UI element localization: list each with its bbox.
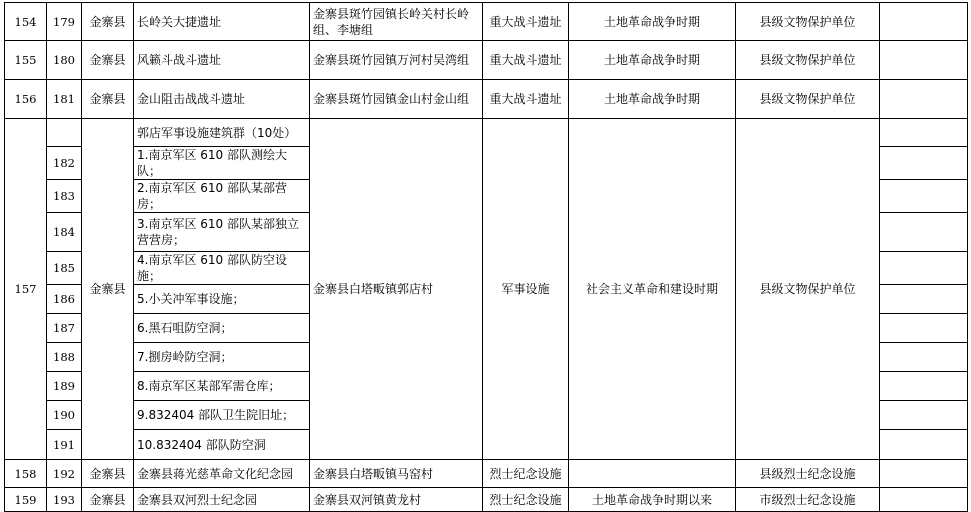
number-cell: 189: [47, 372, 82, 401]
empty-cell: [880, 285, 968, 314]
era-cell: 土地革命战争时期: [569, 80, 736, 119]
number-cell: 182: [47, 147, 82, 180]
seq-cell: 154: [5, 3, 47, 41]
site-name-cell: 10.832404 部队防空洞: [134, 430, 310, 460]
protection-level-cell: 市级烈士纪念设施: [736, 488, 880, 512]
site-name-cell: 1.南京军区 610 部队测绘大队；: [134, 147, 310, 180]
empty-cell: [880, 430, 968, 460]
site-name-cell: 金寨县双河烈士纪念园: [134, 488, 310, 512]
site-name-cell: 风籁斗战斗遗址: [134, 41, 310, 80]
location-cell: 金寨县斑竹园镇万河村吴湾组: [310, 41, 483, 80]
empty-cell: [880, 460, 968, 488]
empty-cell: [880, 80, 968, 119]
category-cell: 军事设施: [483, 119, 569, 460]
site-name-cell: 9.832404 部队卫生院旧址；: [134, 401, 310, 430]
site-name-cell: 2.南京军区 610 部队某部营房；: [134, 180, 310, 213]
county-cell: 金寨县: [82, 488, 134, 512]
number-cell: 186: [47, 285, 82, 314]
site-group-title-cell: 郭店军事设施建筑群（10处）: [134, 119, 310, 147]
empty-cell: [880, 314, 968, 343]
seq-cell: 158: [5, 460, 47, 488]
table-row: [5, 3, 968, 41]
county-cell: 金寨县: [82, 119, 134, 460]
site-name-cell: 7.捌房岭防空洞；: [134, 343, 310, 372]
number-cell: [47, 119, 82, 147]
category-cell: 烈士纪念设施: [483, 488, 569, 512]
county-cell: 金寨县: [82, 460, 134, 488]
seq-cell: 159: [5, 488, 47, 512]
protection-level-cell: 县级文物保护单位: [736, 119, 880, 460]
number-cell: 185: [47, 252, 82, 285]
empty-cell: [880, 401, 968, 430]
era-cell: 土地革命战争时期: [569, 41, 736, 80]
table-row: [5, 460, 968, 488]
empty-cell: [880, 252, 968, 285]
site-name-cell: 5.小关冲军事设施；: [134, 285, 310, 314]
table-row: [5, 80, 968, 119]
empty-cell: [880, 372, 968, 401]
table-row: [5, 119, 968, 147]
protection-level-cell: 县级文物保护单位: [736, 3, 880, 41]
number-cell: 190: [47, 401, 82, 430]
site-name-cell: 4.南京军区 610 部队防空设施；: [134, 252, 310, 285]
seq-cell: 157: [5, 119, 47, 460]
category-cell: 重大战斗遗址: [483, 41, 569, 80]
location-cell: 金寨县斑竹园镇长岭关村长岭组、李塘组: [310, 3, 483, 41]
empty-cell: [880, 488, 968, 512]
protection-level-cell: 县级烈士纪念设施: [736, 460, 880, 488]
table-row: [5, 41, 968, 80]
empty-cell: [880, 180, 968, 213]
county-cell: 金寨县: [82, 3, 134, 41]
location-cell: 金寨县斑竹园镇金山村金山组: [310, 80, 483, 119]
empty-cell: [880, 41, 968, 80]
location-cell: 金寨县白塔畈镇郭店村: [310, 119, 483, 460]
number-cell: 181: [47, 80, 82, 119]
location-cell: 金寨县双河镇黄龙村: [310, 488, 483, 512]
location-cell: 金寨县白塔畈镇马窑村: [310, 460, 483, 488]
empty-cell: [880, 343, 968, 372]
protection-level-cell: 县级文物保护单位: [736, 41, 880, 80]
era-cell: [569, 460, 736, 488]
table-row: [5, 488, 968, 512]
number-cell: 180: [47, 41, 82, 80]
county-cell: 金寨县: [82, 41, 134, 80]
empty-cell: [880, 213, 968, 252]
era-cell: 土地革命战争时期: [569, 3, 736, 41]
number-cell: 183: [47, 180, 82, 213]
number-cell: 193: [47, 488, 82, 512]
heritage-table: [4, 2, 968, 512]
site-name-cell: 6.黑石咀防空洞；: [134, 314, 310, 343]
site-name-cell: 长岭关大捷遗址: [134, 3, 310, 41]
number-cell: 188: [47, 343, 82, 372]
seq-cell: 156: [5, 80, 47, 119]
category-cell: 烈士纪念设施: [483, 460, 569, 488]
number-cell: 191: [47, 430, 82, 460]
empty-cell: [880, 3, 968, 41]
empty-cell: [880, 119, 968, 147]
seq-cell: 155: [5, 41, 47, 80]
site-name-cell: 金山阻击战战斗遗址: [134, 80, 310, 119]
number-cell: 184: [47, 213, 82, 252]
county-cell: 金寨县: [82, 80, 134, 119]
number-cell: 192: [47, 460, 82, 488]
site-name-cell: 金寨县蒋光慈革命文化纪念园: [134, 460, 310, 488]
era-cell: 社会主义革命和建设时期: [569, 119, 736, 460]
era-cell: 土地革命战争时期以来: [569, 488, 736, 512]
empty-cell: [880, 147, 968, 180]
site-name-cell: 8.南京军区某部军需仓库；: [134, 372, 310, 401]
site-name-cell: 3.南京军区 610 部队某部独立营营房；: [134, 213, 310, 252]
category-cell: 重大战斗遗址: [483, 80, 569, 119]
category-cell: 重大战斗遗址: [483, 3, 569, 41]
number-cell: 187: [47, 314, 82, 343]
protection-level-cell: 县级文物保护单位: [736, 80, 880, 119]
number-cell: 179: [47, 3, 82, 41]
